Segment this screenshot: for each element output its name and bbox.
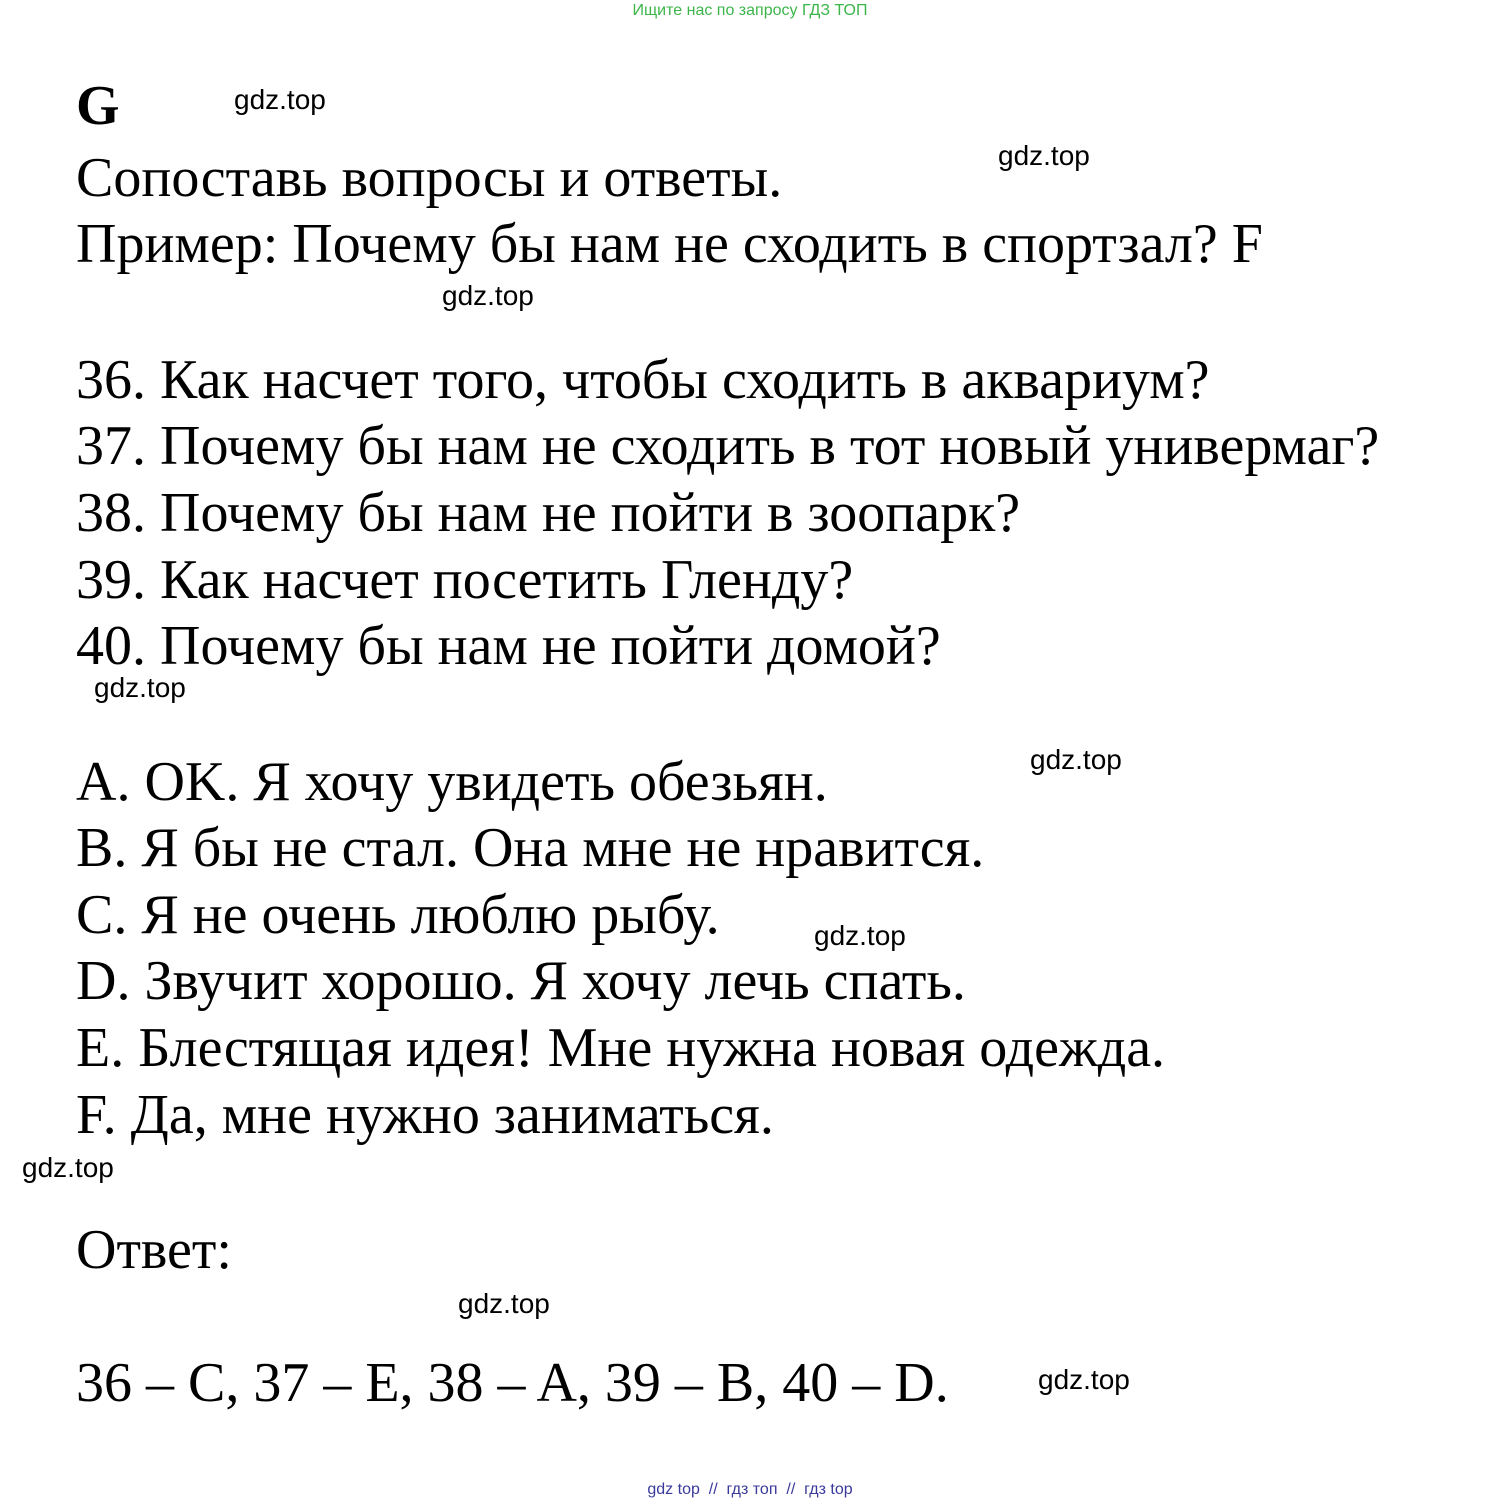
watermark: gdz.top [1038, 1364, 1130, 1395]
watermark: gdz.top [1030, 744, 1122, 775]
watermark: gdz.top [94, 672, 186, 703]
answer-a: A. OK. Я хочу увидеть обезьян. [76, 751, 828, 813]
question-38: 38. Почему бы нам не пойти в зоопарк? [76, 482, 1021, 544]
answer-e: E. Блестящая идея! Мне нужна новая одежда. [76, 1017, 1166, 1079]
answer-f: F. Да, мне нужно заниматься. [76, 1084, 774, 1146]
answer-d: D. Звучит хорошо. Я хочу лечь спать. [76, 950, 966, 1012]
footer-links[interactable]: gdz top // гдз топ // гдз top [647, 1481, 853, 1498]
instruction-text: Сопоставь вопросы и ответы. [76, 147, 783, 209]
question-39: 39. Как насчет посетить Гленду? [76, 549, 854, 611]
answer-c: C. Я не очень люблю рыбу. [76, 884, 720, 946]
watermark: gdz.top [234, 84, 326, 115]
watermark: gdz.top [442, 280, 534, 311]
section-heading: G [76, 75, 120, 137]
top-banner[interactable]: Ищите нас по запросу ГДЗ ТОП [632, 2, 868, 19]
answer-b: B. Я бы не стал. Она мне не нравится. [76, 817, 985, 879]
watermark: gdz.top [998, 140, 1090, 171]
watermark: gdz.top [458, 1288, 550, 1319]
question-37: 37. Почему бы нам не сходить в тот новый универмаг? [76, 415, 1380, 477]
answer-label: Ответ: [76, 1219, 232, 1281]
example-text: Пример: Почему бы нам не сходить в спортзал? F [76, 213, 1263, 275]
question-40: 40. Почему бы нам не пойти домой? [76, 615, 941, 677]
watermark: gdz.top [814, 920, 906, 951]
answer-result: 36 – C, 37 – E, 38 – A, 39 – B, 40 – D. [76, 1352, 949, 1414]
question-36: 36. Как насчет того, чтобы сходить в аквариум? [76, 349, 1210, 411]
watermark: gdz.top [22, 1152, 114, 1183]
